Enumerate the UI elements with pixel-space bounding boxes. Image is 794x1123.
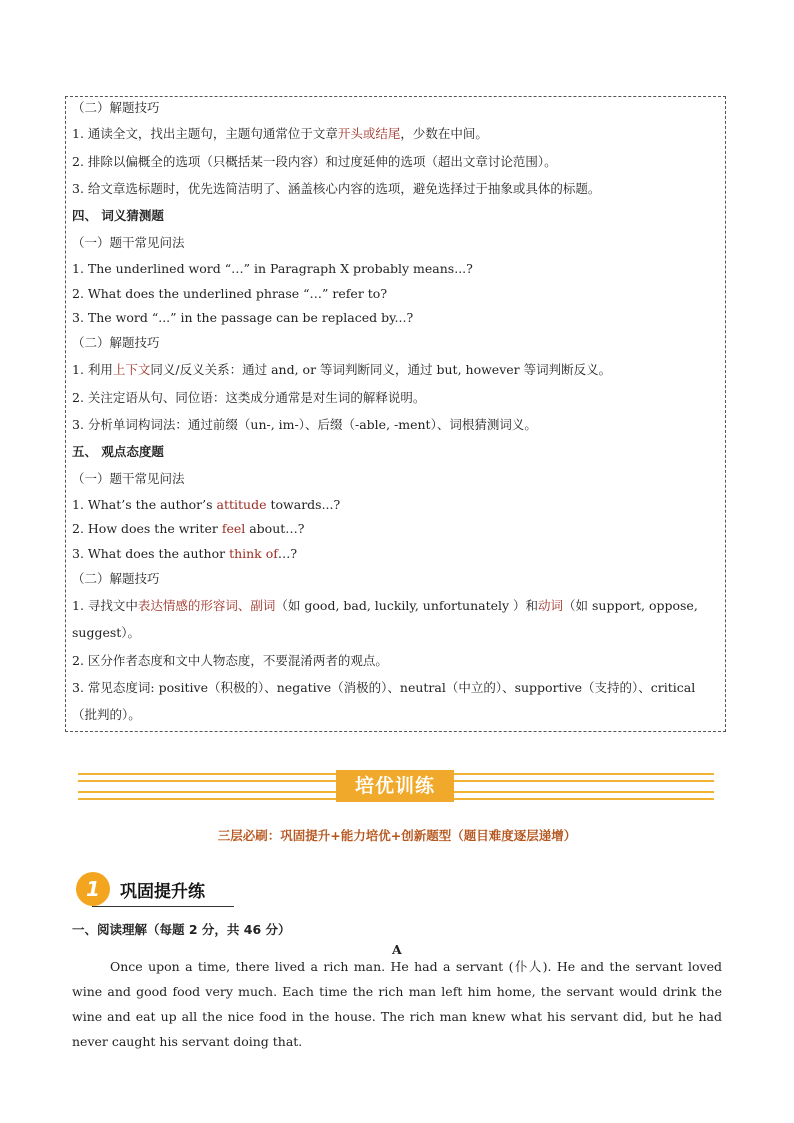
- box-line-7: 1. The underlined word “…” in Paragraph X probably means...?: [72, 261, 473, 276]
- section-heading-5: 五、 观点态度题: [72, 444, 164, 459]
- passage-text: Once upon a time, there lived a rich man. He had a servant (仆人). He and the servant loved wine and good food very much. Each time the rich man left him home, the servant would drink the wine and eat up all the nice food in the house. The rich man knew what his servant did, but he had never caught his servant doing that.: [72, 959, 722, 1049]
- box-line-6: （一）题干常见问法: [72, 235, 185, 250]
- box-line-8: 2. What does the underlined phrase “…” refer to?: [72, 286, 388, 301]
- box-line-12: 2. 关注定语从句、同位语：这类成分通常是对生词的解释说明。: [72, 390, 426, 405]
- level-number-badge: 1: [76, 872, 110, 906]
- box-line-15: （一）题干常见问法: [72, 471, 185, 486]
- section-banner: 培优训练: [336, 770, 454, 802]
- box-line-17: 2. How does the writer feel about…?: [72, 521, 305, 536]
- box-line-21: suggest）。: [72, 625, 141, 640]
- box-line-24: （批判的）。: [72, 707, 141, 722]
- box-line-18: 3. What does the author think of…?: [72, 546, 298, 561]
- box-line-3: 2. 排除以偏概全的选项（只概括某一段内容）和过度延伸的选项（超出文章讨论范围）。: [72, 154, 557, 169]
- box-line-1: （二）解题技巧: [72, 100, 160, 115]
- level-title: 巩固提升练: [120, 882, 205, 902]
- level-underline: [92, 906, 234, 907]
- box-line-20: 1. 寻找文中表达情感的形容词、副词（如 good, bad, luckily, unfortunately ）和动词（如 support, oppose,: [72, 598, 698, 613]
- box-line-16: 1. What’s the author’s attitude towards...?: [72, 497, 341, 512]
- section-heading-4: 四、 词义猜测题: [72, 208, 164, 223]
- box-line-22: 2. 区分作者态度和文中人物态度，不要混淆两者的观点。: [72, 653, 388, 668]
- subtitle: 三层必刷：巩固提升+能力培优+创新题型（题目难度逐层递增）: [217, 828, 577, 843]
- box-line-4: 3. 给文章选标题时，优先选简洁明了、涵盖核心内容的选项，避免选择过于抽象或具体的标题。: [72, 181, 601, 196]
- section-heading: 一、阅读理解（每题 2 分，共 46 分）: [72, 922, 291, 937]
- box-line-9: 3. The word “...” in the passage can be replaced by...?: [72, 310, 414, 325]
- box-line-23: 3. 常见态度词: positive（积极的）、negative（消极的）、neutral（中立的）、supportive（支持的）、critical: [72, 680, 696, 695]
- box-line-10: （二）解题技巧: [72, 335, 160, 350]
- box-line-19: （二）解题技巧: [72, 571, 160, 586]
- box-line-2: 1. 通读全文，找出主题句，主题句通常位于文章开头或结尾，少数在中间。: [72, 126, 488, 141]
- box-line-11: 1. 利用上下文同义/反义关系：通过 and, or 等词判断同义，通过 but, however 等词判断反义。: [72, 362, 612, 377]
- passage-label: A: [392, 942, 402, 957]
- box-line-13: 3. 分析单词构词法：通过前缀（un-, im-）、后缀（-able, -ment）、词根猜测词义。: [72, 417, 537, 432]
